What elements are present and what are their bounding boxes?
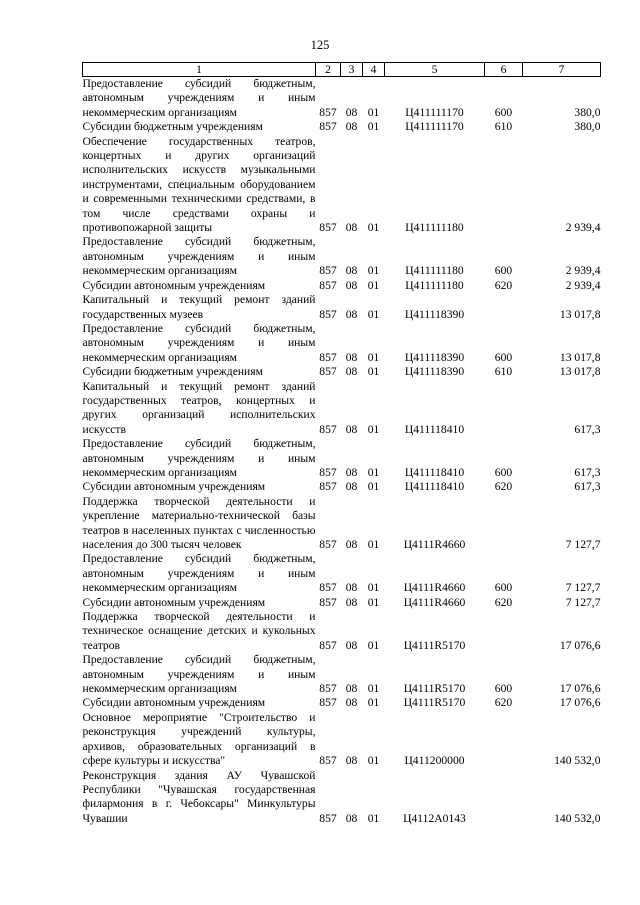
section-cell: 08 [345, 422, 358, 436]
target-article-cell: Ц4111R5170 [403, 696, 466, 710]
row-name-cell: Предоставление субсидий бюджетным, автономным учреждениям и иным некоммерческим организациям [82, 77, 316, 119]
amount-cell: 17 076,6 [559, 638, 601, 652]
target-article-cell: Ц4111R4660 [403, 538, 466, 551]
amount-cell: 2 939,4 [565, 221, 601, 235]
admin-code-cell: 857 [319, 480, 337, 494]
table-row [83, 610, 601, 653]
subsection-cell: 01 [367, 811, 380, 825]
subsection-cell: 01 [367, 350, 380, 364]
page-number: 125 [310, 38, 330, 52]
section-cell: 08 [345, 581, 358, 595]
admin-code-cell: 857 [319, 581, 337, 595]
admin-code-cell: 857 [319, 221, 337, 235]
expense-type-cell: 600 [494, 264, 513, 278]
admin-code-cell: 857 [319, 120, 337, 134]
section-cell: 08 [345, 754, 358, 768]
amount-cell: 380,0 [574, 120, 601, 134]
admin-code-cell: 857 [319, 278, 337, 292]
section-cell: 08 [345, 595, 358, 609]
row-name-cell: Субсидии бюджетным учреждениям [82, 365, 263, 379]
table-row [83, 380, 601, 438]
row-name-cell: Предоставление субсидий бюджетным, автономным учреждениям и иным некоммерческим организациям [82, 552, 316, 595]
subsection-cell: 01 [367, 278, 380, 292]
amount-cell: 617,3 [574, 422, 601, 436]
table-row [83, 293, 601, 322]
row-name-cell: Основное мероприятие "Строительство и реконструкция учреждений культуры, архивов, образовательных организаций в сфере культуры и искусства" [82, 710, 316, 768]
column-header-6: 6 [485, 63, 523, 77]
table-row [83, 653, 601, 696]
amount-cell: 140 532,0 [554, 811, 601, 825]
expense-type-cell [485, 293, 523, 322]
table-row [83, 480, 601, 494]
expense-type-cell: 610 [494, 120, 513, 134]
target-article-cell: Ц411111180 [405, 264, 464, 278]
target-article-cell: Ц411118410 [404, 480, 465, 494]
section-cell: 08 [345, 264, 358, 278]
admin-code-cell: 857 [319, 307, 337, 321]
column-header-3: 3 [341, 63, 363, 77]
admin-code-cell: 857 [319, 422, 337, 436]
table-row [83, 279, 601, 293]
target-article-cell: Ц411111180 [405, 221, 464, 235]
admin-code-cell: 857 [319, 538, 337, 551]
admin-code-cell: 857 [319, 105, 337, 119]
subsection-cell: 01 [367, 422, 380, 436]
amount-cell: 140 532,0 [554, 754, 601, 768]
expense-type-cell [485, 380, 523, 438]
subsection-cell: 01 [367, 538, 380, 551]
table-row [83, 596, 601, 610]
target-article-cell: Ц411200000 [404, 754, 465, 768]
section-cell: 08 [345, 465, 358, 479]
amount-cell: 7 127,7 [565, 538, 601, 551]
target-article-cell: Ц4112А0143 [403, 811, 466, 825]
target-article-cell: Ц4111R5170 [403, 638, 466, 652]
target-article-cell: Ц411111170 [405, 120, 464, 134]
table-row [83, 711, 601, 769]
expense-type-cell [485, 135, 523, 236]
section-cell: 08 [345, 221, 358, 235]
expense-type-cell: 620 [494, 480, 513, 494]
amount-cell: 13 017,8 [559, 365, 601, 379]
expense-type-cell: 600 [494, 350, 513, 364]
admin-code-cell: 857 [319, 365, 337, 379]
amount-cell: 13 017,8 [559, 350, 601, 364]
admin-code-cell: 857 [319, 350, 337, 364]
section-cell: 08 [345, 365, 358, 379]
table-row [83, 135, 601, 236]
section-cell: 08 [345, 120, 358, 134]
expense-type-cell: 600 [494, 465, 513, 479]
expense-type-cell [485, 610, 523, 653]
admin-code-cell: 857 [319, 811, 337, 825]
table-row [83, 769, 601, 827]
section-cell: 08 [345, 811, 358, 825]
target-article-cell: Ц411118390 [404, 365, 465, 379]
table-row [83, 322, 601, 365]
expense-type-cell: 620 [494, 278, 513, 292]
expense-type-cell: 600 [494, 581, 513, 595]
expense-type-cell: 620 [494, 595, 513, 609]
amount-cell: 380,0 [574, 105, 601, 119]
subsection-cell: 01 [367, 264, 380, 278]
table-row [83, 552, 601, 595]
row-name-cell: Капитальный и текущий ремонт зданий государственных театров, концертных и других организаций исполнительских искусств [82, 379, 316, 436]
section-cell: 08 [345, 350, 358, 364]
section-cell: 08 [345, 480, 358, 494]
subsection-cell: 01 [367, 307, 380, 321]
target-article-cell: Ц4111R4660 [403, 595, 466, 609]
amount-cell: 7 127,7 [565, 581, 601, 595]
subsection-cell: 01 [367, 221, 380, 235]
admin-code-cell: 857 [319, 638, 337, 652]
subsection-cell: 01 [367, 465, 380, 479]
row-name-cell: Капитальный и текущий ремонт зданий государственных музеев [82, 293, 316, 321]
subsection-cell: 01 [367, 595, 380, 609]
section-cell: 08 [345, 538, 358, 551]
table-row [83, 365, 601, 379]
row-name-cell: Предоставление субсидий бюджетным, автономным учреждениям и иным некоммерческим организациям [82, 321, 316, 364]
target-article-cell: Ц4111R5170 [403, 682, 466, 696]
target-article-cell: Ц4111R4660 [403, 581, 466, 595]
expense-type-cell [485, 495, 523, 553]
table-row [83, 77, 601, 121]
row-name-cell: Субсидии автономным учреждениям [82, 480, 266, 494]
amount-cell: 17 076,6 [559, 682, 601, 696]
row-name-cell: Предоставление субсидий бюджетным, автономным учреждениям и иным некоммерческим организациям [82, 653, 316, 696]
row-name-cell: Реконструкция здания АУ Чувашской Республики "Чувашская государственная филармония в г. Чебоксары" Минкультуры Чувашии [82, 768, 316, 825]
amount-cell: 2 939,4 [565, 278, 601, 292]
subsection-cell: 01 [367, 581, 380, 595]
row-name-cell: Поддержка творческой деятельности и укрепление материально-технической базы театров в населенных пунктах с численностью населения до 300 тысяч человек [82, 494, 316, 551]
target-article-cell: Ц411118390 [404, 307, 465, 321]
table-row [83, 495, 601, 553]
row-name-cell: Обеспечение государственных театров, концертных и других организаций исполнительских искусств музыкальными инструментами, специальным оборудованием и современными техническими средствами, в том числе средствами охраны и противопожарной защиты [82, 134, 316, 235]
row-name-cell: Предоставление субсидий бюджетным, автономным учреждениям и иным некоммерческим организациям [82, 235, 316, 278]
expense-type-cell: 600 [494, 105, 513, 119]
subsection-cell: 01 [367, 120, 380, 134]
admin-code-cell: 857 [319, 595, 337, 609]
section-cell: 08 [345, 696, 358, 710]
target-article-cell: Ц411111180 [405, 278, 464, 292]
amount-cell: 2 939,4 [565, 264, 601, 278]
subsection-cell: 01 [367, 365, 380, 379]
column-header-7: 7 [523, 63, 601, 77]
subsection-cell: 01 [367, 638, 380, 652]
subsection-cell: 01 [367, 696, 380, 710]
admin-code-cell: 857 [319, 682, 337, 696]
table-header-row [83, 63, 601, 77]
target-article-cell: Ц411118410 [404, 465, 465, 479]
expense-type-cell: 610 [494, 365, 513, 379]
section-cell: 08 [345, 278, 358, 292]
column-header-2: 2 [316, 63, 341, 77]
row-name-cell: Субсидии автономным учреждениям [82, 278, 266, 292]
subsection-cell: 01 [367, 682, 380, 696]
admin-code-cell: 857 [319, 264, 337, 278]
expense-type-cell [485, 769, 523, 827]
subsection-cell: 01 [367, 480, 380, 494]
subsection-cell: 01 [367, 754, 380, 768]
amount-cell: 17 076,6 [559, 696, 601, 710]
table-row [83, 696, 601, 710]
expense-type-cell: 600 [494, 682, 513, 696]
amount-cell: 617,3 [574, 465, 601, 479]
row-name-cell: Субсидии автономным учреждениям [82, 696, 266, 710]
budget-table [82, 62, 601, 826]
amount-cell: 7 127,7 [565, 595, 601, 609]
amount-cell: 13 017,8 [559, 307, 601, 321]
expense-type-cell [485, 711, 523, 769]
target-article-cell: Ц411118410 [404, 422, 465, 436]
admin-code-cell: 857 [319, 465, 337, 479]
column-header-4: 4 [363, 63, 385, 77]
admin-code-cell: 857 [319, 754, 337, 768]
section-cell: 08 [345, 105, 358, 119]
amount-cell: 617,3 [574, 480, 601, 494]
table-row [83, 437, 601, 480]
table-row [83, 120, 601, 134]
admin-code-cell: 857 [319, 696, 337, 710]
section-cell: 08 [345, 682, 358, 696]
column-header-1: 1 [83, 63, 316, 77]
target-article-cell: Ц411111170 [405, 105, 464, 119]
section-cell: 08 [345, 307, 358, 321]
column-header-5: 5 [385, 63, 485, 77]
subsection-cell: 01 [367, 105, 380, 119]
row-name-cell: Субсидии автономным учреждениям [82, 595, 266, 609]
target-article-cell: Ц411118390 [404, 350, 465, 364]
expense-type-cell: 620 [494, 696, 513, 710]
table-row [83, 235, 601, 278]
section-cell: 08 [345, 638, 358, 652]
row-name-cell: Поддержка творческой деятельности и техническое оснащение детских и кукольных театров [82, 610, 316, 652]
row-name-cell: Предоставление субсидий бюджетным, автономным учреждениям и иным некоммерческим организациям [82, 437, 316, 479]
row-name-cell: Субсидии бюджетным учреждениям [82, 120, 263, 134]
